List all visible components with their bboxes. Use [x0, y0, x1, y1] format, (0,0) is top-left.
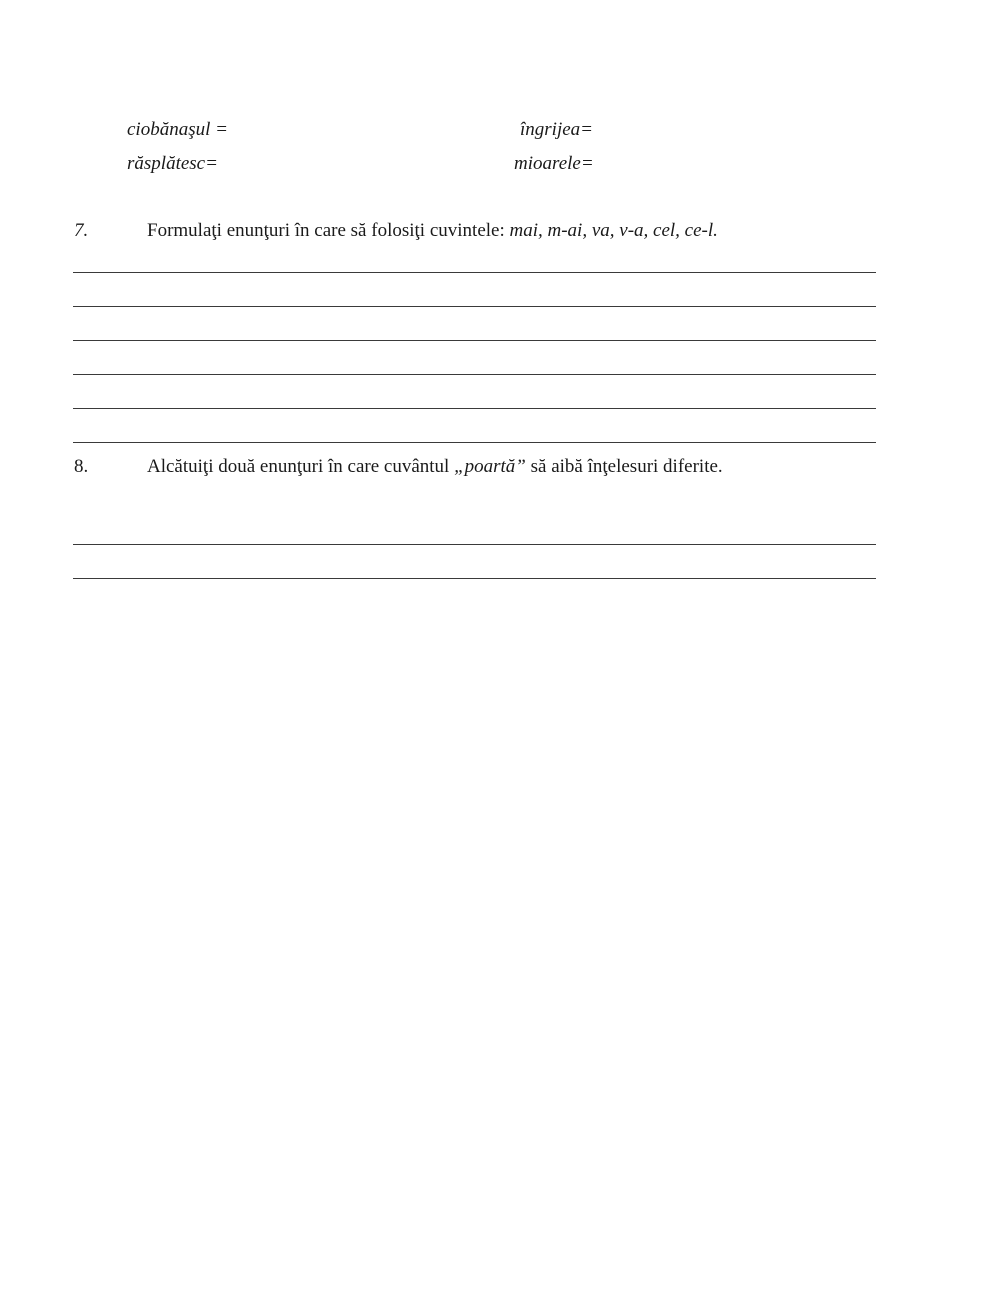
- exercise-7-number: 7.: [74, 220, 89, 241]
- exercise-7-instruction: Formulaţi enunţuri în care să folosiţi cuvintele:: [147, 220, 505, 241]
- answer-line-7-2[interactable]: [73, 306, 876, 307]
- exercise-7-prompt: [147, 220, 718, 242]
- answer-line-7-5[interactable]: [73, 408, 876, 409]
- answer-line-8-1[interactable]: [73, 544, 876, 545]
- exercise-8-number: 8.: [74, 456, 89, 477]
- vocab-word-ingrijea: îngrijea=: [520, 119, 593, 140]
- exercise-8-instruction-start: Alcătuiţi două enunţuri în care cuvântul: [147, 456, 450, 477]
- vocab-word-mioarele: mioarele=: [514, 153, 594, 174]
- answer-line-7-6[interactable]: [73, 442, 876, 443]
- answer-line-8-2[interactable]: [73, 578, 876, 579]
- vocab-word-ciobanasul: ciobănaşul =: [127, 119, 228, 140]
- answer-line-7-4[interactable]: [73, 374, 876, 375]
- exercise-8-prompt: [147, 456, 723, 478]
- vocab-word-rasplatesc: răsplătesc=: [127, 153, 218, 174]
- answer-line-7-3[interactable]: [73, 340, 876, 341]
- answer-line-7-1[interactable]: [73, 272, 876, 273]
- exercise-7-words: mai, m-ai, va, v-a, cel, ce-l.: [509, 220, 718, 241]
- exercise-8-instruction-end: să aibă înţelesuri diferite.: [530, 456, 723, 477]
- exercise-8-quoted-word: „poartă”: [454, 456, 526, 477]
